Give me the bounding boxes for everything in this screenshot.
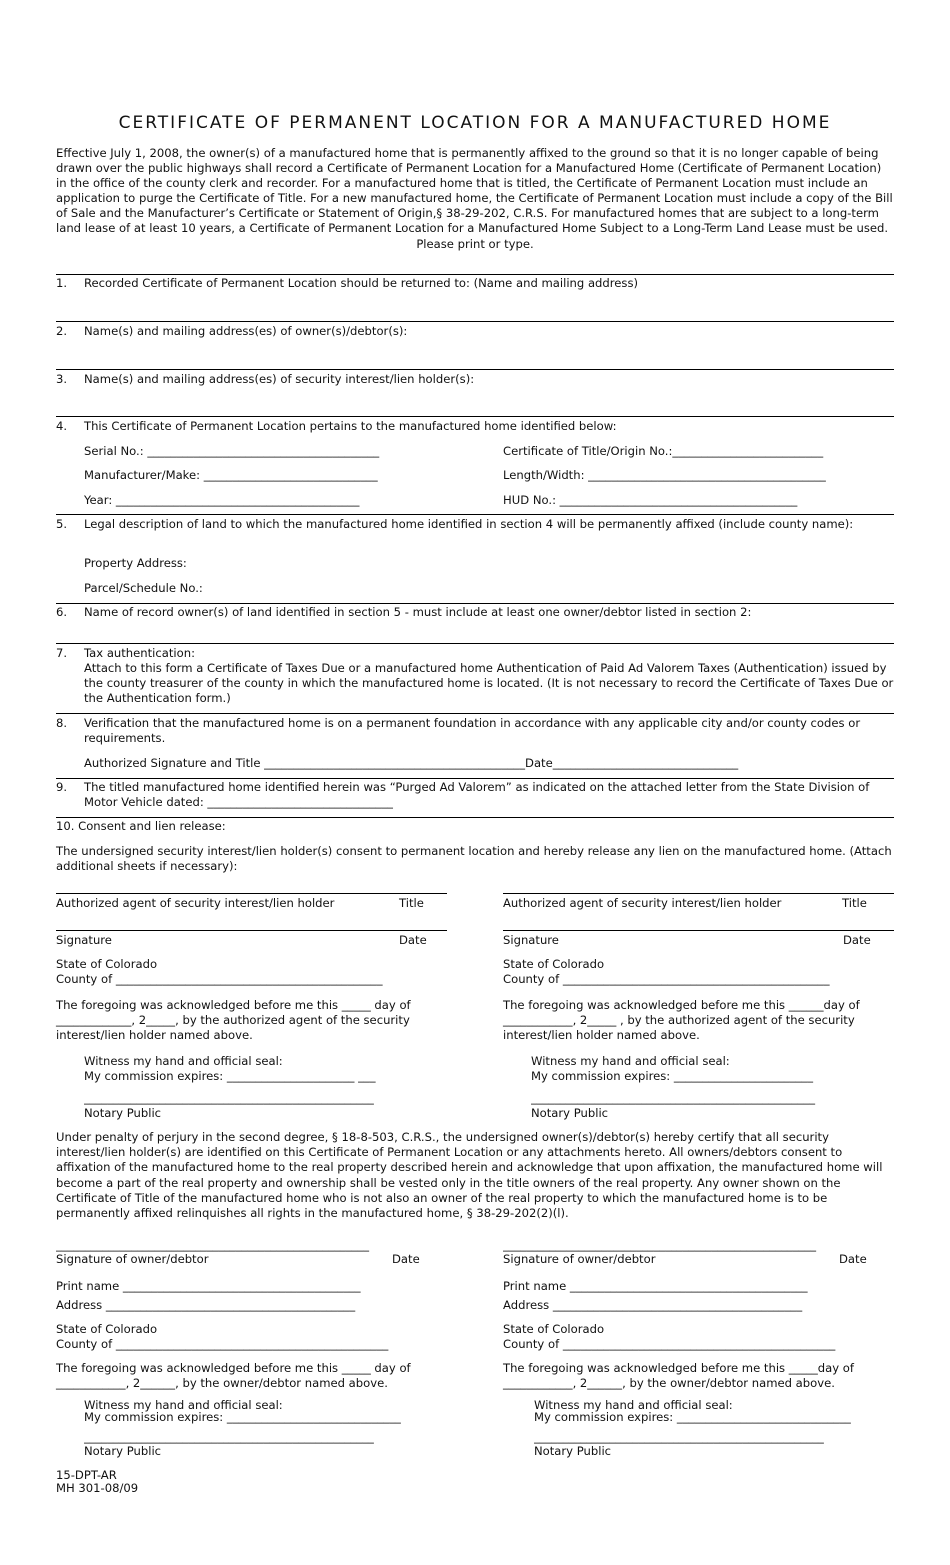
- commission-expires-field[interactable]: My commission expires: ______________________ ___: [84, 1069, 376, 1083]
- date-label: Date: [399, 933, 427, 947]
- print-name-field[interactable]: Print name _________________________________________: [56, 1279, 361, 1293]
- agent-signature-line[interactable]: [56, 893, 447, 894]
- form-title: CERTIFICATE OF PERMANENT LOCATION FOR A MANUFACTURED HOME: [118, 113, 832, 133]
- section-number: 5.: [56, 517, 68, 531]
- section-9-text: The titled manufactured home identified herein was “Purged Ad Valorem” as indicated on the attached letter from the State Division of Motor Vehicle dated: ________________________________: [84, 780, 870, 810]
- print-name-field[interactable]: Print name _________________________________________: [503, 1279, 808, 1293]
- intro-paragraph: [56, 146, 894, 252]
- owner-signature-label: Signature of owner/debtor: [503, 1252, 656, 1266]
- date-label: Date: [839, 1252, 867, 1266]
- address-field[interactable]: Address ___________________________________________: [503, 1298, 803, 1312]
- signature-line[interactable]: [503, 930, 894, 931]
- signature-label: Signature: [503, 933, 559, 947]
- witness-label: Witness my hand and official seal:: [534, 1398, 733, 1412]
- length-width-field[interactable]: Length/Width: _________________________________________: [503, 468, 826, 482]
- perjury-statement: Under penalty of perjury in the second degree, § 18-8-503, C.R.S., the undersigned owner(s)/debtor(s) hereby certify that all security interest/lien holder(s) are identified on this Certificate of Permanent Location or any attachments hereto. All owners/debtors consent to affixation of the manufactured home to the real property described herein and acknowledge that upon affixation, the manufactured home will become a part of the real property and ownership shall be vested only in the title owners of the real property. Any owner shown on the Certificate of Title of the manufactured home who is not also an owner of the real property to which the manufactured home is to be permanently affixed relinquishes all rights in the manufactured home, § 38-29-202(2)(l).: [56, 1130, 883, 1221]
- section-number: 3.: [56, 372, 68, 386]
- signature-label: Signature: [56, 933, 112, 947]
- form-footer: [56, 1469, 138, 1495]
- title-label: Title: [842, 896, 867, 910]
- acknowledgement-text: The foregoing was acknowledged before me this _____ day of ____________, 2______, by the owner/debtor named above.: [56, 1361, 411, 1391]
- authorized-signature-field[interactable]: Authorized Signature and Title _____________________________________________Date________________________________: [84, 756, 739, 770]
- section-6-text: Name of record owner(s) of land identified in section 5 - must include at least one owner/debtor listed in section 2:: [84, 605, 752, 619]
- title-label: Title: [399, 896, 424, 910]
- commission-expires-field[interactable]: My commission expires: ______________________________: [534, 1410, 851, 1424]
- notary-public-label: Notary Public: [84, 1106, 162, 1120]
- section-number: 8.: [56, 716, 68, 730]
- section-number: 6.: [56, 605, 68, 619]
- commission-expires-field[interactable]: My commission expires: ______________________________: [84, 1410, 401, 1424]
- section-divider: [56, 713, 894, 714]
- intro-text: Effective July 1, 2008, the owner(s) of a manufactured home that is permanently affixed to the ground so that it is no longer capable of being drawn over the public highways shall record a Certificate of Permanent Location for a Manufactured Home (Certificate of Permanent Location) in the office of the county clerk and recorder. For a manufactured home that is titled, the Certificate of Permanent Location must include an application to purge the Certificate of Title. For a new manufactured home, the Certificate of Permanent Location must include a copy of the Bill of Sale and the Manufacturer’s Certificate or Statement of Origin,§ 38-29-202, C.R.S. For manufactured homes that are subject to a long-term land lease of at least 10 years, a Certificate of Permanent Location for a Manufactured Home Subject to a Long-Term Land Lease must be used.: [56, 146, 893, 236]
- notary-signature-line[interactable]: __________________________________________________: [84, 1430, 374, 1444]
- notary-signature-line[interactable]: _________________________________________________: [531, 1091, 816, 1105]
- form-code: 15-DPT-AR: [56, 1468, 117, 1482]
- serial-no-field[interactable]: Serial No.: ________________________________________: [84, 444, 380, 458]
- notary-signature-line[interactable]: __________________________________________________: [534, 1430, 824, 1444]
- commission-expires-field[interactable]: My commission expires: ________________________: [531, 1069, 814, 1083]
- section-divider: [56, 321, 894, 322]
- owner-signature-label: Signature of owner/debtor: [56, 1252, 209, 1266]
- owner-signature-line[interactable]: ______________________________________________________: [56, 1238, 370, 1252]
- hud-no-field[interactable]: HUD No.: _________________________________________: [503, 493, 798, 507]
- section-number: 9.: [56, 780, 68, 794]
- section-divider: [56, 274, 894, 275]
- property-address-field[interactable]: Property Address:: [84, 556, 187, 570]
- witness-label: Witness my hand and official seal:: [531, 1054, 730, 1068]
- section-number: 7.: [56, 646, 68, 660]
- signature-line[interactable]: [56, 930, 447, 931]
- form-revision: MH 301-08/09: [56, 1481, 139, 1495]
- state-label: State of Colorado: [503, 957, 605, 971]
- state-label: State of Colorado: [503, 1322, 605, 1336]
- date-label: Date: [392, 1252, 420, 1266]
- agent-label: Authorized agent of security interest/lien holder: [56, 896, 335, 910]
- certificate-of-title-field[interactable]: Certificate of Title/Origin No.:__________________________: [503, 444, 824, 458]
- section-divider: [56, 817, 894, 818]
- section-divider: [56, 603, 894, 604]
- notary-public-label: Notary Public: [84, 1444, 162, 1458]
- section-7-text: Attach to this form a Certificate of Taxes Due or a manufactured home Authentication of Paid Ad Valorem Taxes (Authentication) issued by the county treasurer of the county in which the manufactured home is located. (It is not necessary to record the Certificate of Taxes Due or the Authentication form.): [84, 661, 894, 706]
- manufacturer-field[interactable]: Manufacturer/Make: ______________________________: [84, 468, 378, 482]
- section-1-text: Recorded Certificate of Permanent Location should be returned to: (Name and mailing address): [84, 276, 639, 290]
- section-divider: [56, 416, 894, 417]
- acknowledgement-text: The foregoing was acknowledged before me this ______day of ____________, 2_____ , by the authorized agent of the security interest/lien holder named above.: [503, 998, 860, 1043]
- section-number: 1.: [56, 276, 68, 290]
- witness-label: Witness my hand and official seal:: [84, 1398, 283, 1412]
- address-field[interactable]: Address ___________________________________________: [56, 1298, 356, 1312]
- date-label: Date: [843, 933, 871, 947]
- section-3-text: Name(s) and mailing address(es) of security interest/lien holder(s):: [84, 372, 475, 386]
- parcel-schedule-field[interactable]: Parcel/Schedule No.:: [84, 581, 203, 595]
- section-7-heading: Tax authentication:: [84, 646, 196, 660]
- section-number: 4.: [56, 419, 68, 433]
- witness-label: Witness my hand and official seal:: [84, 1054, 283, 1068]
- county-field[interactable]: County of _______________________________________________: [503, 1337, 836, 1351]
- agent-label: Authorized agent of security interest/lien holder: [503, 896, 782, 910]
- section-8-text: Verification that the manufactured home is on a permanent foundation in accordance with any applicable city and/or county codes or requirements.: [84, 716, 861, 746]
- section-10-heading: 10. Consent and lien release:: [56, 819, 226, 833]
- section-10-text: The undersigned security interest/lien holder(s) consent to permanent location and hereby release any lien on the manufactured home. (Attach additional sheets if necessary):: [56, 844, 892, 874]
- year-field[interactable]: Year: __________________________________________: [84, 493, 360, 507]
- section-divider: [56, 778, 894, 779]
- notary-signature-line[interactable]: __________________________________________________: [84, 1091, 374, 1105]
- county-field[interactable]: County of ______________________________________________: [56, 972, 383, 986]
- section-divider: [56, 643, 894, 644]
- county-field[interactable]: County of ______________________________________________: [503, 972, 830, 986]
- state-label: State of Colorado: [56, 1322, 158, 1336]
- section-4-text: This Certificate of Permanent Location pertains to the manufactured home identified below:: [84, 419, 617, 433]
- owner-signature-line[interactable]: ______________________________________________________: [503, 1238, 817, 1252]
- county-field[interactable]: County of _______________________________________________: [56, 1337, 389, 1351]
- acknowledgement-text: The foregoing was acknowledged before me this _____day of ____________, 2______, by the owner/debtor named above.: [503, 1361, 854, 1391]
- section-2-text: Name(s) and mailing address(es) of owner(s)/debtor(s):: [84, 324, 408, 338]
- state-label: State of Colorado: [56, 957, 158, 971]
- acknowledgement-text: The foregoing was acknowledged before me this _____ day of _____________, 2_____, by the authorized agent of the security interest/lien holder named above.: [56, 998, 411, 1043]
- section-divider: [56, 514, 894, 515]
- notary-public-label: Notary Public: [534, 1444, 612, 1458]
- section-number: 2.: [56, 324, 68, 338]
- notary-public-label: Notary Public: [531, 1106, 609, 1120]
- section-divider: [56, 369, 894, 370]
- agent-signature-line[interactable]: [503, 893, 894, 894]
- print-note: Please print or type.: [416, 236, 534, 251]
- section-5-text: Legal description of land to which the manufactured home identified in section 4 will be permanently affixed (include county name):: [84, 517, 854, 531]
